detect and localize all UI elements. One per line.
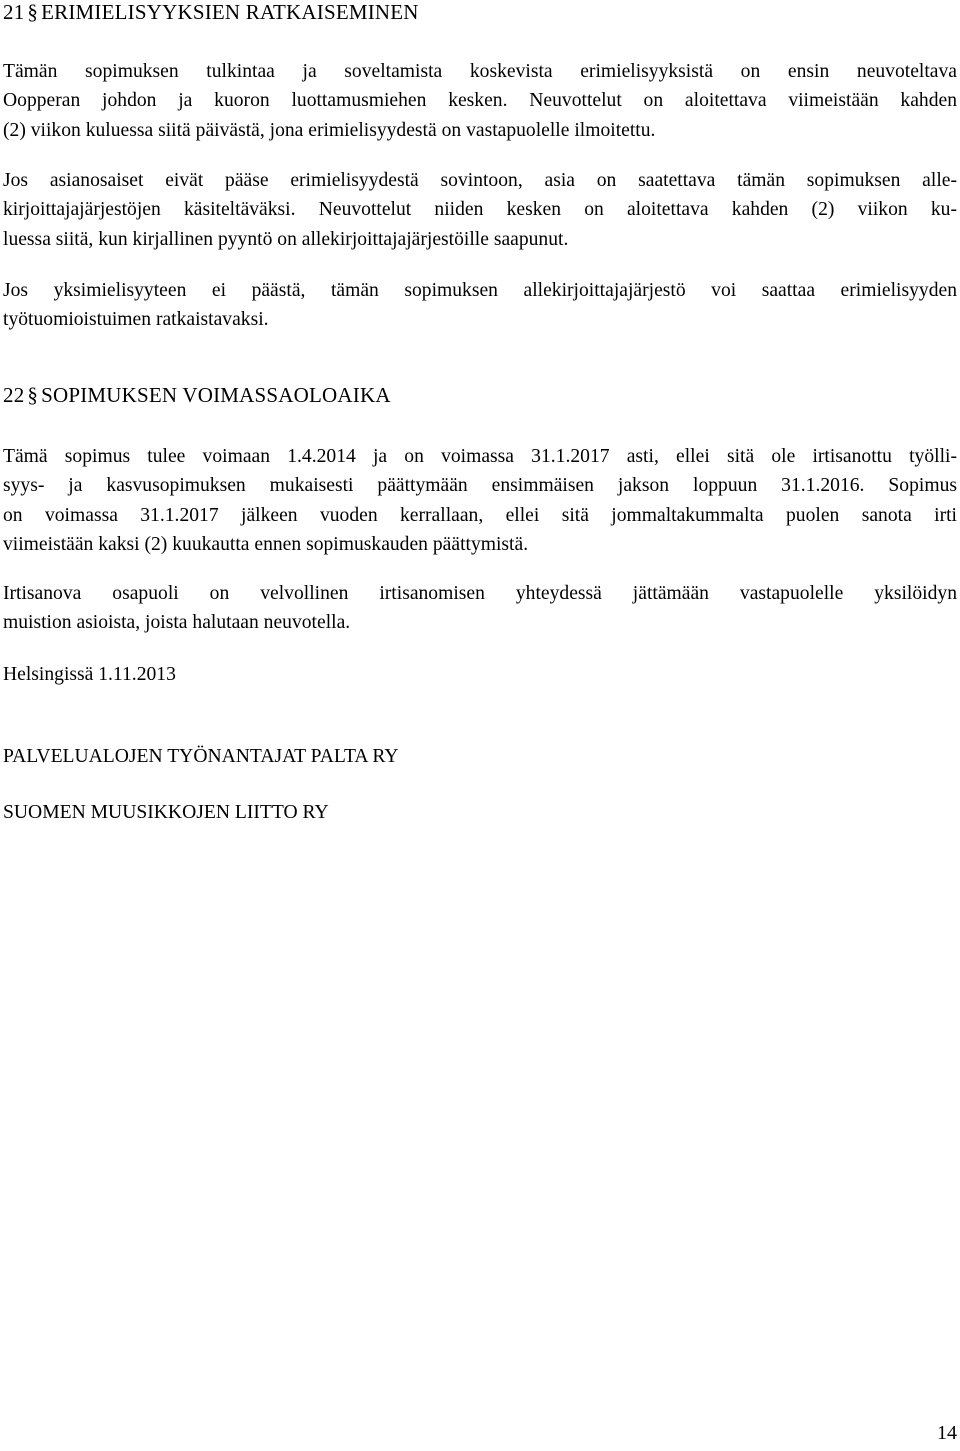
text-line: Irtisanova osapuoli on velvollinen irtisanomisen yhteydessä jättämään vastapuolelle yksilöidyn [3,583,957,604]
text-line: Jos yksimielisyyteen ei päästä, tämän sopimuksen allekirjoittajajärjestö voi saattaa erimielisyyden [3,280,957,301]
section-22-paragraph-2 [3,579,957,638]
page-number: 14 [937,1422,957,1444]
text-line: viimeistään kaksi (2) kuukautta ennen sopimuskauden päättymistä. [3,533,529,555]
signatory-union: SUOMEN MUUSIKKOJEN LIITTO RY [3,802,329,823]
signatory-employer: PALVELUALOJEN TYÖNANTAJAT PALTA RY [3,746,399,767]
text-line: on voimassa 31.1.2017 jälkeen vuoden kerrallaan, ellei sitä jommaltakummalta puolen sanota irti [3,504,957,526]
section-21-paragraph-3 [3,276,957,335]
section-21-paragraph-1 [3,57,957,145]
section-symbol: § [27,0,39,24]
section-22-number: 22 [3,383,25,407]
text-line: kirjoittajajärjestöjen käsiteltäväksi. Neuvottelut niiden kesken on aloitettava kahden (2) viikon ku- [3,199,957,221]
section-symbol: § [27,383,39,407]
section-21-title: ERIMIELISYYKSIEN RATKAISEMINEN [41,0,419,24]
section-21-heading [3,0,419,24]
text-line: Oopperan johdon ja kuoron luottamusmiehen kesken. Neuvottelut on aloitettava viimeistään kahden [3,90,957,112]
text-line: Jos asianosaiset eivät pääse erimielisyydestä sovintoon, asia on saatettava tämän sopimuksen alle- [3,170,957,191]
text-line: (2) viikon kuluessa siitä päivästä, jona erimielisyydestä on vastapuolelle ilmoitettu. [3,119,656,141]
text-line: muistion asioista, joista halutaan neuvotella. [3,612,351,634]
section-22-title: SOPIMUKSEN VOIMASSAOLOAIKA [41,383,391,407]
section-22-heading [3,383,391,407]
section-21-paragraph-2 [3,166,957,254]
text-line: luessa siitä, kun kirjallinen pyyntö on allekirjoittajajärjestöille saapunut. [3,228,569,250]
text-line: työtuomioistuimen ratkaistavaksi. [3,309,269,331]
text-line: Tämä sopimus tulee voimaan 1.4.2014 ja on voimassa 31.1.2017 asti, ellei sitä ole irtisanottu työlli- [3,446,957,467]
text-line: syys- ja kasvusopimuksen mukaisesti päättymään ensimmäisen jakson loppuun 31.1.2016. Sopimus [3,475,957,497]
section-21-number: 21 [3,0,25,24]
place-date: Helsingissä 1.11.2013 [3,664,176,685]
text-line: Tämän sopimuksen tulkintaa ja soveltamista koskevista erimielisyyksistä on ensin neuvoteltava [3,61,957,82]
section-22-paragraph-1 [3,442,957,559]
